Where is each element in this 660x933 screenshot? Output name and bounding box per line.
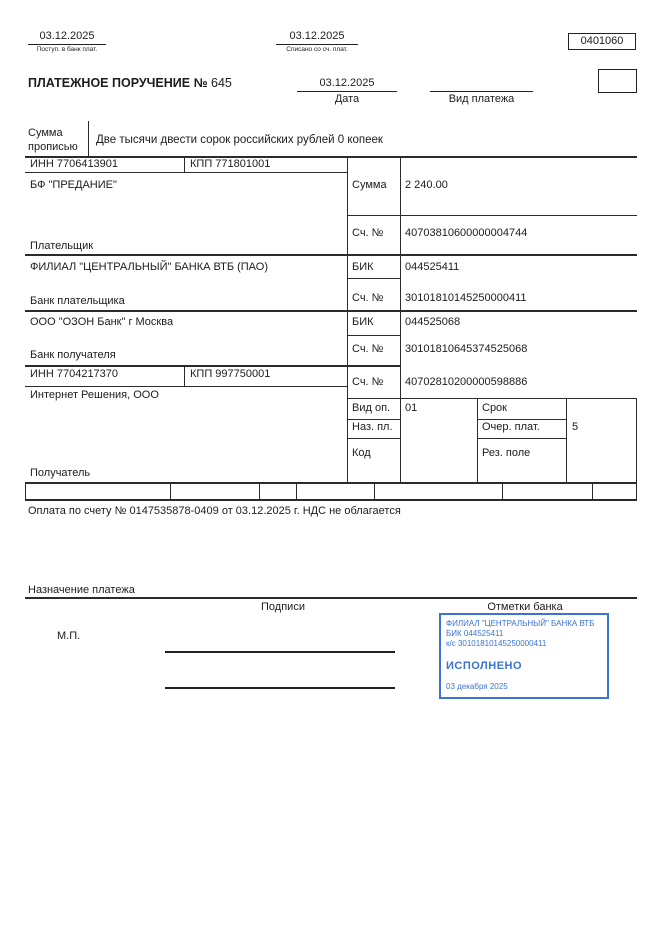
bank-stamp	[439, 613, 609, 699]
date-debited-value: 03.12.2025	[276, 29, 358, 45]
mp-label: М.П.	[57, 630, 81, 642]
sum-label: Сумма	[352, 179, 387, 191]
code-label: Код	[352, 447, 371, 459]
date-debited-block	[276, 29, 358, 54]
doc-date-caption: Дата	[334, 93, 360, 105]
beneficiary-bank-bik-label: БИК	[352, 316, 374, 328]
table-line	[170, 483, 171, 499]
payer-inn: ИНН 7706413901	[30, 158, 119, 170]
beneficiary-bank-label: Банк получателя	[30, 349, 116, 361]
beneficiary-bank-name: ООО "ОЗОН Банк" г Москва	[30, 316, 174, 328]
table-line	[636, 483, 637, 499]
table-line	[25, 597, 637, 599]
table-line	[400, 157, 401, 483]
date-debited-caption: Списано со сч. плат.	[286, 46, 348, 53]
table-line	[25, 365, 400, 367]
payer-bank-account-label: Сч. №	[352, 292, 384, 304]
purpose-label: Назначение платежа	[28, 584, 135, 596]
stamp-bik-line: БИК 044525411	[446, 629, 504, 638]
payment-type-value	[430, 76, 533, 92]
doc-date-block	[297, 76, 397, 106]
table-line	[184, 157, 185, 172]
doc-date-value: 03.12.2025	[297, 76, 397, 92]
op-type-label: Вид оп.	[352, 402, 391, 414]
stamp-corr-line: к/с 30101810145250000411	[446, 639, 547, 648]
beneficiary-bank-corr-account: 30101810645374525068	[405, 343, 528, 355]
beneficiary-account-label: Сч. №	[352, 376, 384, 388]
reserve-field-label: Рез. поле	[482, 447, 531, 459]
table-line	[374, 483, 375, 499]
payment-type-caption: Вид платежа	[448, 93, 515, 105]
table-line	[347, 335, 400, 336]
payer-bank-bik-label: БИК	[352, 261, 374, 273]
payer-name: БФ "ПРЕДАНИЕ"	[30, 179, 117, 191]
payer-kpp: КПП 771801001	[190, 158, 271, 170]
term-label: Срок	[482, 402, 507, 414]
table-line	[502, 483, 503, 499]
table-line	[347, 215, 637, 216]
doc-title: ПЛАТЕЖНОЕ ПОРУЧЕНИЕ №	[28, 76, 208, 90]
doc-number: 645	[211, 76, 232, 90]
purpose-text: Оплата по счету № 0147535878-0409 от 03.12.2025 г. НДС не облагается	[28, 505, 401, 517]
stamp-bank-name: ФИЛИАЛ "ЦЕНТРАЛЬНЫЙ" БАНКА ВТБ	[446, 619, 595, 628]
payment-type-block	[430, 76, 533, 106]
payer-label: Плательщик	[30, 240, 94, 252]
table-line	[259, 483, 260, 499]
beneficiary-kpp: КПП 997750001	[190, 368, 271, 380]
doc-title-row	[28, 76, 232, 91]
table-line	[25, 482, 637, 484]
payer-bank-bik: 044525411	[405, 261, 460, 273]
form-code-box: 0401060	[568, 33, 636, 50]
payer-bank-corr-account: 30101810145250000411	[405, 292, 527, 304]
payer-status-box	[598, 69, 637, 93]
table-line	[477, 419, 566, 420]
signatures-label: Подписи	[261, 601, 305, 613]
signature-line	[165, 687, 395, 689]
payer-account-label: Сч. №	[352, 227, 384, 239]
op-type-value: 01	[405, 402, 418, 414]
stamp-status: ИСПОЛНЕНО	[446, 660, 523, 672]
beneficiary-name: Интернет Решения, ООО	[30, 389, 159, 401]
priority-value: 5	[572, 421, 579, 433]
table-line	[347, 278, 400, 279]
table-line	[184, 366, 185, 386]
priority-label: Очер. плат.	[482, 421, 540, 433]
table-line	[592, 483, 593, 499]
payer-bank-label: Банк плательщика	[30, 295, 125, 307]
beneficiary-account: 40702810200000598886	[405, 376, 528, 388]
payer-bank-name: ФИЛИАЛ "ЦЕНТРАЛЬНЫЙ" БАНКА ВТБ (ПАО)	[30, 261, 268, 273]
date-received-block	[28, 29, 106, 54]
table-line	[25, 386, 347, 387]
table-line	[347, 419, 400, 420]
beneficiary-label: Получатель	[30, 467, 91, 479]
bank-marks-label: Отметки банка	[487, 601, 563, 613]
table-line	[25, 483, 26, 499]
purpose-code-label: Наз. пл.	[352, 421, 393, 433]
table-line	[477, 438, 566, 439]
beneficiary-bank-account-label: Сч. №	[352, 343, 384, 355]
table-line	[347, 438, 400, 439]
table-line	[477, 398, 478, 483]
table-line	[347, 157, 348, 483]
beneficiary-bank-bik: 044525068	[405, 316, 461, 328]
amount-words-value: Две тысячи двести сорок российских рублей 0 копеек	[96, 134, 383, 146]
table-line	[296, 483, 297, 499]
sum-value: 2 240.00	[405, 179, 448, 191]
table-line	[25, 254, 637, 256]
beneficiary-inn: ИНН 7704217370	[30, 368, 119, 380]
date-received-value: 03.12.2025	[28, 29, 106, 45]
stamp-date: 03 декабря 2025	[446, 682, 508, 691]
table-line	[25, 310, 637, 312]
amount-words-label-1: Сумма	[28, 127, 63, 139]
amount-words-label-2: прописью	[28, 141, 78, 153]
table-line	[25, 172, 347, 173]
table-line	[347, 398, 637, 399]
payer-account: 40703810600000004744	[405, 227, 528, 239]
date-received-caption: Поступ. в банк плат.	[36, 46, 98, 53]
table-line	[88, 121, 89, 157]
table-line	[566, 398, 567, 483]
table-line	[25, 499, 637, 501]
signature-line	[165, 651, 395, 653]
table-line	[636, 398, 637, 483]
